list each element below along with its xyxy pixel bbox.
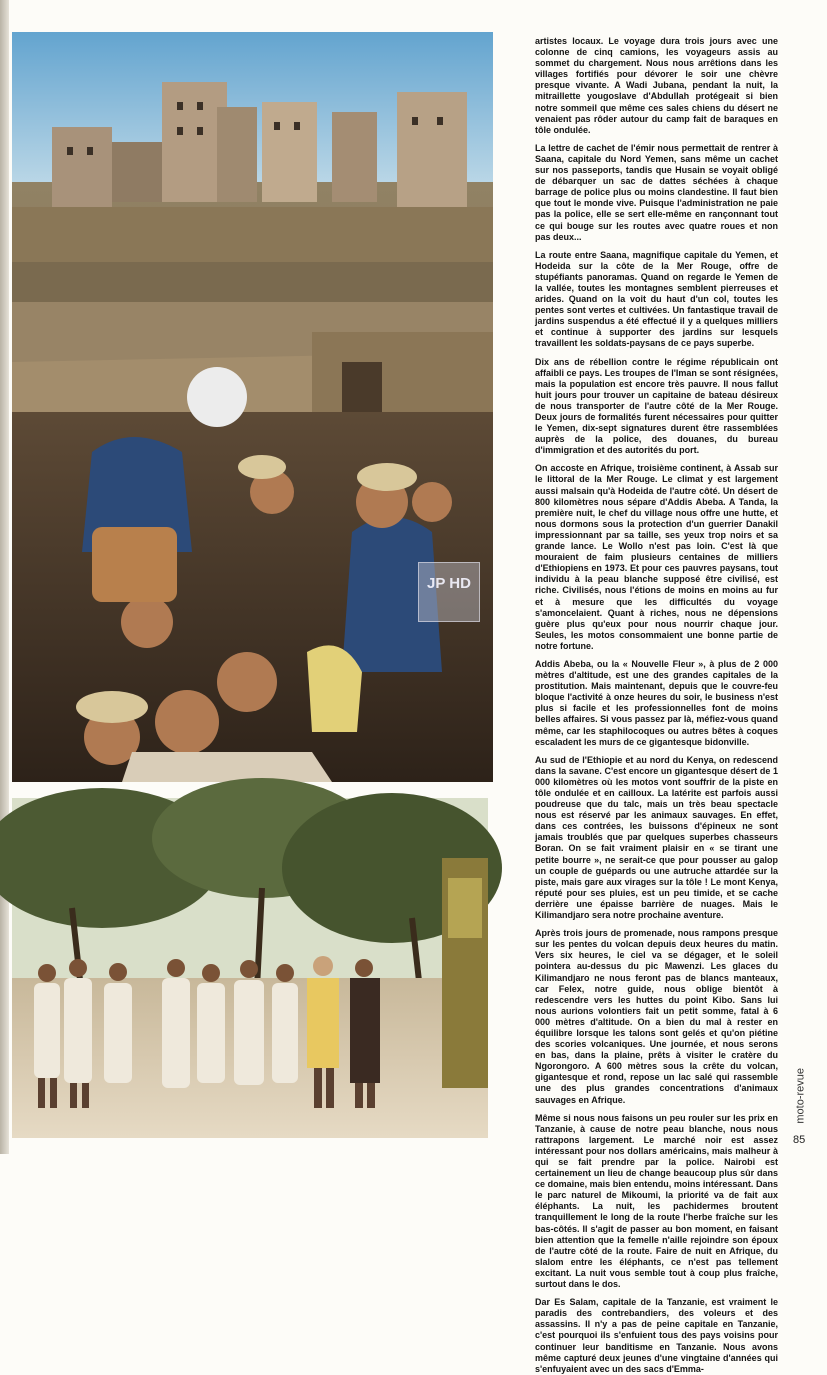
photo-savanna-group-illustration xyxy=(12,798,488,1138)
article-text-column xyxy=(535,36,778,1374)
article-paragraph: Au sud de l'Ethiopie et au nord du Kenya, on redescend dans la savane. C'est encore un gigantesque désert de 1 000 kilomètres où les motos vont souffrir de la piste en tôle ondulée et en cailloux. La latérite est parfois aussi poudreuse que du talc, mais un très beau spectacle nous est réservé par les animaux sauvages. En effet, dans ces contrées, les buissons d'épineux ne sont jamais troublés que par quelques superbes chasseurs Boran. On se fait vraiment plaisir en « se tirant une petite bourre », ne serait-ce que pour pousser au galop un couple de guépards ou une autruche attardée sur la piste, mais gare aux virages sur la tôle ! Le mont Kenya, réputé pour ses pluies, est un peu timide, et se cache derrière une épaisse barrière de nuages. Mais le Kilimandjaro sera notre prochaine aventure. xyxy=(535,754,778,921)
article-paragraph: Même si nous nous faisons un peu rouler sur les prix en Tanzanie, à cause de notre peau blanche, nous nous rattrapons largement. Le marché noir est assez intéressant pour nos dollars américains, mais malheur à qui se fait prendre par la police. Nairobi est certainement un lieu de change beaucoup plus sûr dans ce domaine, mais bien entendu, moins intéressant. Dans le parc naturel de Mikoumi, la priorité va de fait aux éléphants. La nuit, les pachidermes broutent tranquillement le long de la route l'herbe fraîche sur les bas-côtés. Il s'agit de passer au bon moment, en faisant bien attention que la femelle n'aille rejoindre son époux de l'autre côté de la route. Faire de nuit en Afrique, du slalom entre les éléphants, ce n'est pas tellement excitant. La nuit vous semble tout à coup plus fraîche, surtout dans le dos. xyxy=(535,1112,778,1290)
page-number: 85 xyxy=(793,1134,806,1146)
running-title: moto-revue xyxy=(795,1068,807,1124)
watermark-text: JP HD xyxy=(427,575,471,592)
article-paragraph: artistes locaux. Le voyage dura trois jours avec une colonne de cinq camions, les voyageurs assis au sommet du chargement. Nous nous arrêtions dans les villages fortifiés pour dévorer le soir une chèvre presque vivante. A Wadi Jubana, pendant la nuit, la mitraillette yougoslave d'Abdullah protégeait si bien notre sommeil que même ces sales chiens du désert ne venaient pas rôder autour du camp fait de baraques en tôle ondulée. xyxy=(535,36,778,135)
article-paragraph: Dar Es Salam, capitale de la Tanzanie, est vraiment le paradis des contrebandiers, des voleurs et des assassins. Il n'y a pas de peine capitale en Tanzanie, c'est pourquoi ils s'enfuient tous des pays voisins pour continuer leur banditisme en Tanzanie. Nous avons même capturé deux jeunes d'une vingtaine d'années qui s'enfuyaient avec un des sacs d'Emma- xyxy=(535,1297,778,1374)
article-paragraph: La route entre Saana, magnifique capitale du Yemen, et Hodeida sur la côte de la Mer Rouge, offre de stupéfiants panoramas. Quand on regarde le Yemen de la vallée, toutes les montagnes semblent pierreuses et arides. Quand on la voit du haut d'un col, toutes les pentes sont vertes et cultivées. Un fantastique travail de jardins suspendus a été effectué il y a quelques milliers et continue à supporter des jardins sur lesquels travaillent les soldats-paysans de ce pays superbe. xyxy=(535,249,778,349)
photo-savanna-group xyxy=(12,798,488,1138)
article-paragraph: Dix ans de rébellion contre le régime républicain ont affaibli ce pays. Les troupes de l'Iman se sont résignées, mais la population est encore très pauvre. Il nous fallut huit jours pour trouver un capitaine de bateau désireux de nous transporter de l'autre côté de la Mer Rouge. Deux jours de formalités furent nécessaires pour quitter le Yemen, dix-sept signatures durent être rassemblées auprès de la police, des douanes, du bureau d'immigration et des autorités du port. xyxy=(535,356,778,456)
article-paragraph: La lettre de cachet de l'émir nous permettait de rentrer à Saana, capitale du Nord Yemen, sans même un cachet sur nos passeports, tandis que Husain se voyait obligé de débarquer un sac de dattes séchées à chaque barrage de police plus ou moins clandestine. Il faut bien que tout le monde vive. Puisque l'administration ne paie pas la police, elle se sert elle-même en rançonnant tout ce qui bouge sur les routes avec quatre roues et non pas deux... xyxy=(535,142,778,242)
article-paragraph: On accoste en Afrique, troisième continent, à Assab sur le littoral de la Mer Rouge. Le climat y est largement aussi malsain qu'à Hodeida de l'autre côté. Un désert de 800 kilomètres nous sépare d'Addis Abeba. A Tanda, la première nuit, le chef du village nous offre une hutte, et nous dormons sous la protection d'un guerrier Danakil impressionnant par sa taille, ses yeux trop noirs et sa grande lance. Le Wollo n'est pas loin. C'est là que mouraient de faim plusieurs centaines de milliers d'Ethiopiens en 1973. Et pour ces pauvres paysans, tout individu à la peau blanche supposé être civilisé, est riche. Civilisés, nous l'étions de moins en moins au fur et à mesure que les difficultés du voyage s'amoncelaient. Quant à riches, nous ne dépensions guère plus qu'eux pour nous nourrir chaque jour. Seules, les motos consommaient une bonne partie de notre fortune. xyxy=(535,463,778,651)
article-paragraph: Addis Abeba, ou la « Nouvelle Fleur », à plus de 2 000 mètres d'altitude, est une des grandes capitales de la prostitution. Mais maintenant, depuis que le couvre-feu bloque l'activité à onze heures du soir, le business n'est plus si facile et les professionnelles font de moins belles affaires. Si vous passez par là, méfiez-vous quand même, car les staphilocoques ou autres bêtes à coques escaladent les murs de ce gigantesque bidonville. xyxy=(535,658,778,747)
photo-yemen-crowd xyxy=(12,32,493,782)
page-spine xyxy=(0,0,9,1154)
article-paragraph: Après trois jours de promenade, nous rampons presque sur les pentes du volcan depuis deux heures du matin. Vers six heures, le ciel va se dégager, et le soleil pointera au-dessus du pic Mawenzi. Les glaces du Kilimandjaro ne nous feront pas de blancs manteaux, car Felex, notre guide, nous oblige bientôt à redescendre vers les huttes du point Kibo. Sans lui nous aurions volontiers fait un petit somme, fatal à 6 000 mètres d'altitude. On a bien du mal à rester en équilibre lorsque les talons sont gelés et qu'on piétine des scories volcaniques. Une journée, et nous serons en bas, dans la plaine, prêts à visiter le cratère du Ngorongoro. A 600 mètres sous la crête du volcan, gigantesque et rond, repose un lac salé qui rassemble une des plus grandes concentrations d'animaux sauvages en Afrique. xyxy=(535,928,778,1105)
photo-yemen-crowd-illustration xyxy=(12,32,493,782)
watermark-badge xyxy=(418,562,480,622)
